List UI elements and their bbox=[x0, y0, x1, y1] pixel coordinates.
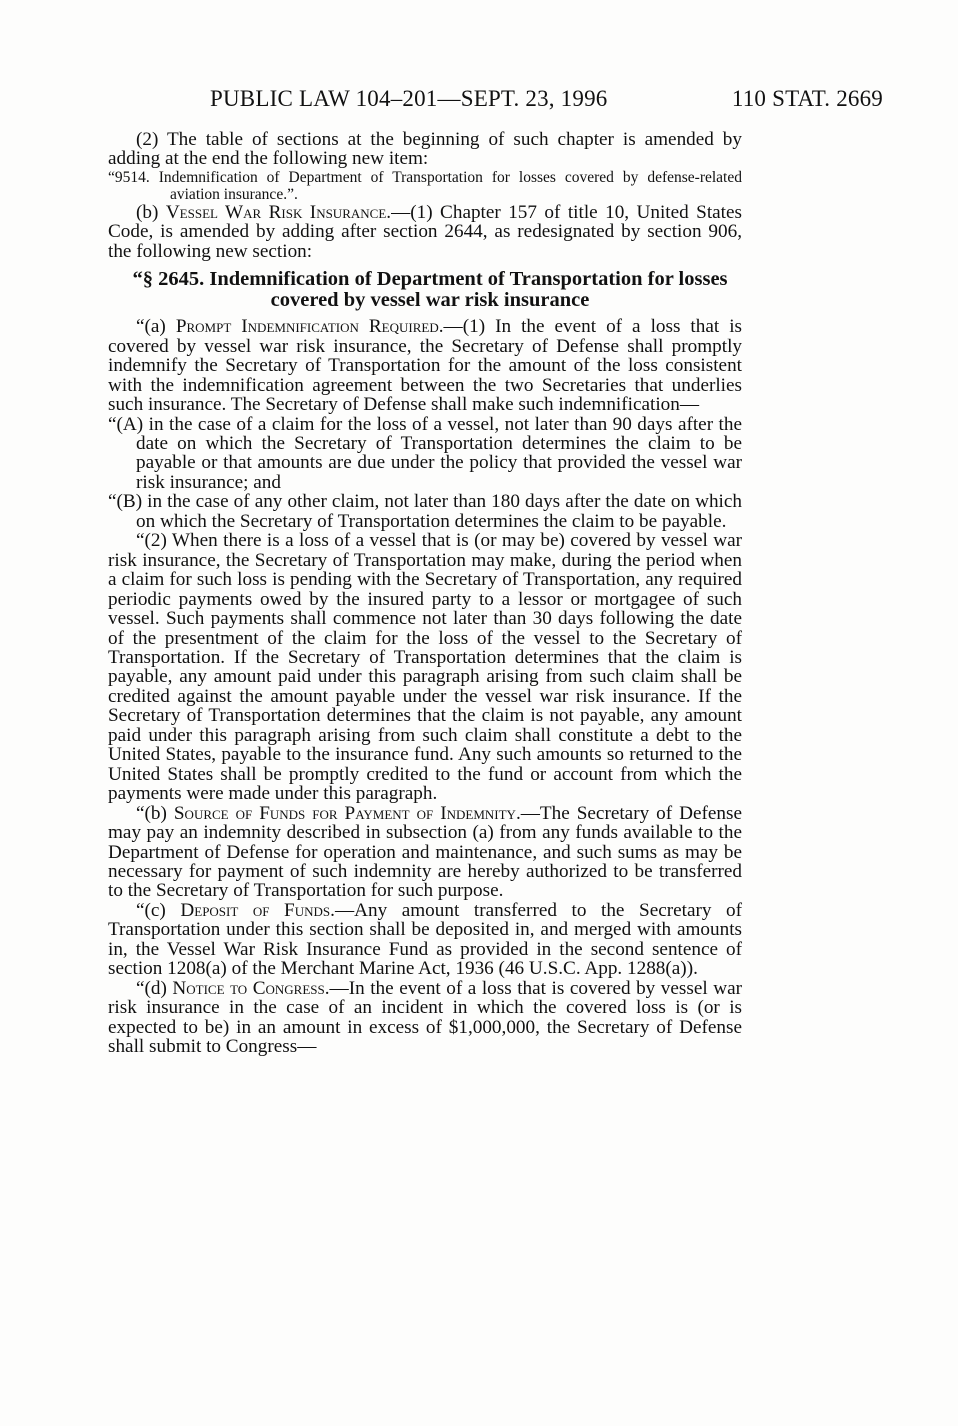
table-of-sections-item: “9514. Indemnification of Department of Transportation for losses covered by defense-related aviation insurance.”. bbox=[108, 168, 742, 203]
paragraph-2: “(2) When there is a loss of a vessel that is (or may be) covered by vessel war risk insurance, the Secretary of Transportation may make, during the period when a claim for such loss is pending with the Secretary of Transportation, any required periodic payments owed by the insured party to a lessor or mortgagee of such vessel. Such payments shall commence not later than 30 days following the date of the presentment of the claim for the loss of the vessel to the Secretary of Transportation. If the Secretary of Transportation determines that the claim is payable, any amount paid under this paragraph arising from such claim shall be credited against the amount payable under the vessel war risk insurance. If the Secretary of Transportation determines that the claim is not payable, any amount paid under this paragraph arising from such claim shall constitute a debt to the United States, payable to the insurance fund. Any such amounts so returned to the United States shall be promptly credited to the fund or account from which the payments were made under this paragraph. bbox=[108, 530, 742, 805]
running-header bbox=[108, 82, 883, 116]
subsection-a-prompt-indemnification bbox=[108, 317, 742, 414]
section-heading bbox=[108, 269, 742, 311]
subsection-text: .—(1) Chapter 157 of title 10, United States Code, is amended by adding after section 2644, as redesignated by section 906, the following new section: bbox=[108, 201, 742, 262]
subsection-text: .—In the event of a loss that is covered by vessel war risk insurance in the case of an incident in which the covered loss is (or is expected to be) in an amount in excess of $1,000,000, the Secretary of Defense shall submit to Congress— bbox=[108, 977, 742, 1058]
header-page-number: 110 STAT. 2669 bbox=[731, 86, 883, 111]
subsection-text: .—Any amount transferred to the Secretary of Transportation under this section shall be deposited in, and merged with amounts in, the Vessel War Risk Insurance Fund as provided in the second sentence of section 1208(a) of the Merchant Marine Act, 1936 (46 U.S.C. App. 1288(a)). bbox=[108, 899, 743, 980]
subsection-caption: Deposit of Funds bbox=[180, 899, 331, 921]
subsection-d-notice-to-congress bbox=[108, 979, 742, 1057]
section-number: “§ 2645. bbox=[132, 268, 205, 291]
subsection-c-deposit-of-funds bbox=[108, 901, 742, 979]
subsection-label: “(c) bbox=[136, 899, 181, 921]
subsection-text: .—(1) In the event of a loss that is covered by vessel war risk insurance, the Secretary of Defense shall promptly indemnify the Secretary of Transportation for the amount of the loss consistent with the indemnification agreement between the two Secretaries that underlies such insurance. The Secretary of Defense shall make such indemnification— bbox=[108, 316, 742, 416]
subsection-label: “(d) bbox=[136, 977, 173, 999]
subsection-caption: Source of Funds for Payment of Indemnity bbox=[173, 802, 516, 824]
header-law-citation: PUBLIC LAW 104–201—SEPT. 23, 1996 bbox=[210, 86, 608, 111]
paragraph-table-intro: (2) The table of sections at the beginning of such chapter is amended by adding at the end the following new item: bbox=[108, 129, 742, 170]
document-body bbox=[108, 130, 742, 1056]
clause-a: “(A) in the case of a claim for the loss of a vessel, not later than 90 days after the date on which the Secretary of Transportation determines the claim to be payable or that amounts are due under the policy that provided the vessel war risk insurance; and bbox=[108, 413, 742, 493]
subsection-b-vessel-war-risk bbox=[108, 203, 742, 261]
subsection-label: (b) bbox=[136, 201, 166, 223]
section-title: Indemnification of Department of Transportation for losses covered by vessel war risk insurance bbox=[209, 268, 728, 312]
subsection-caption: Prompt Indemnification Required bbox=[175, 316, 439, 338]
subsection-label: “(b) bbox=[136, 802, 174, 824]
clause-b: “(B) in the case of any other claim, not later than 180 days after the date on which on which the Secretary of Transportation determines the claim to be payable. bbox=[108, 491, 742, 532]
subsection-text: .—The Secretary of Defense may pay an indemnity described in subsection (a) from any funds available to the Department of Defense for operation and maintenance, and such sums as may be necessary for payment of such indemnity are hereby authorized to be transferred to the Secretary of Transportation for such purpose. bbox=[108, 802, 742, 902]
subsection-label: “(a) bbox=[136, 316, 176, 338]
subsection-caption: Notice to Congress bbox=[172, 977, 325, 999]
subsection-b-source-of-funds bbox=[108, 804, 742, 901]
subsection-caption: Vessel War Risk Insurance bbox=[165, 201, 387, 223]
